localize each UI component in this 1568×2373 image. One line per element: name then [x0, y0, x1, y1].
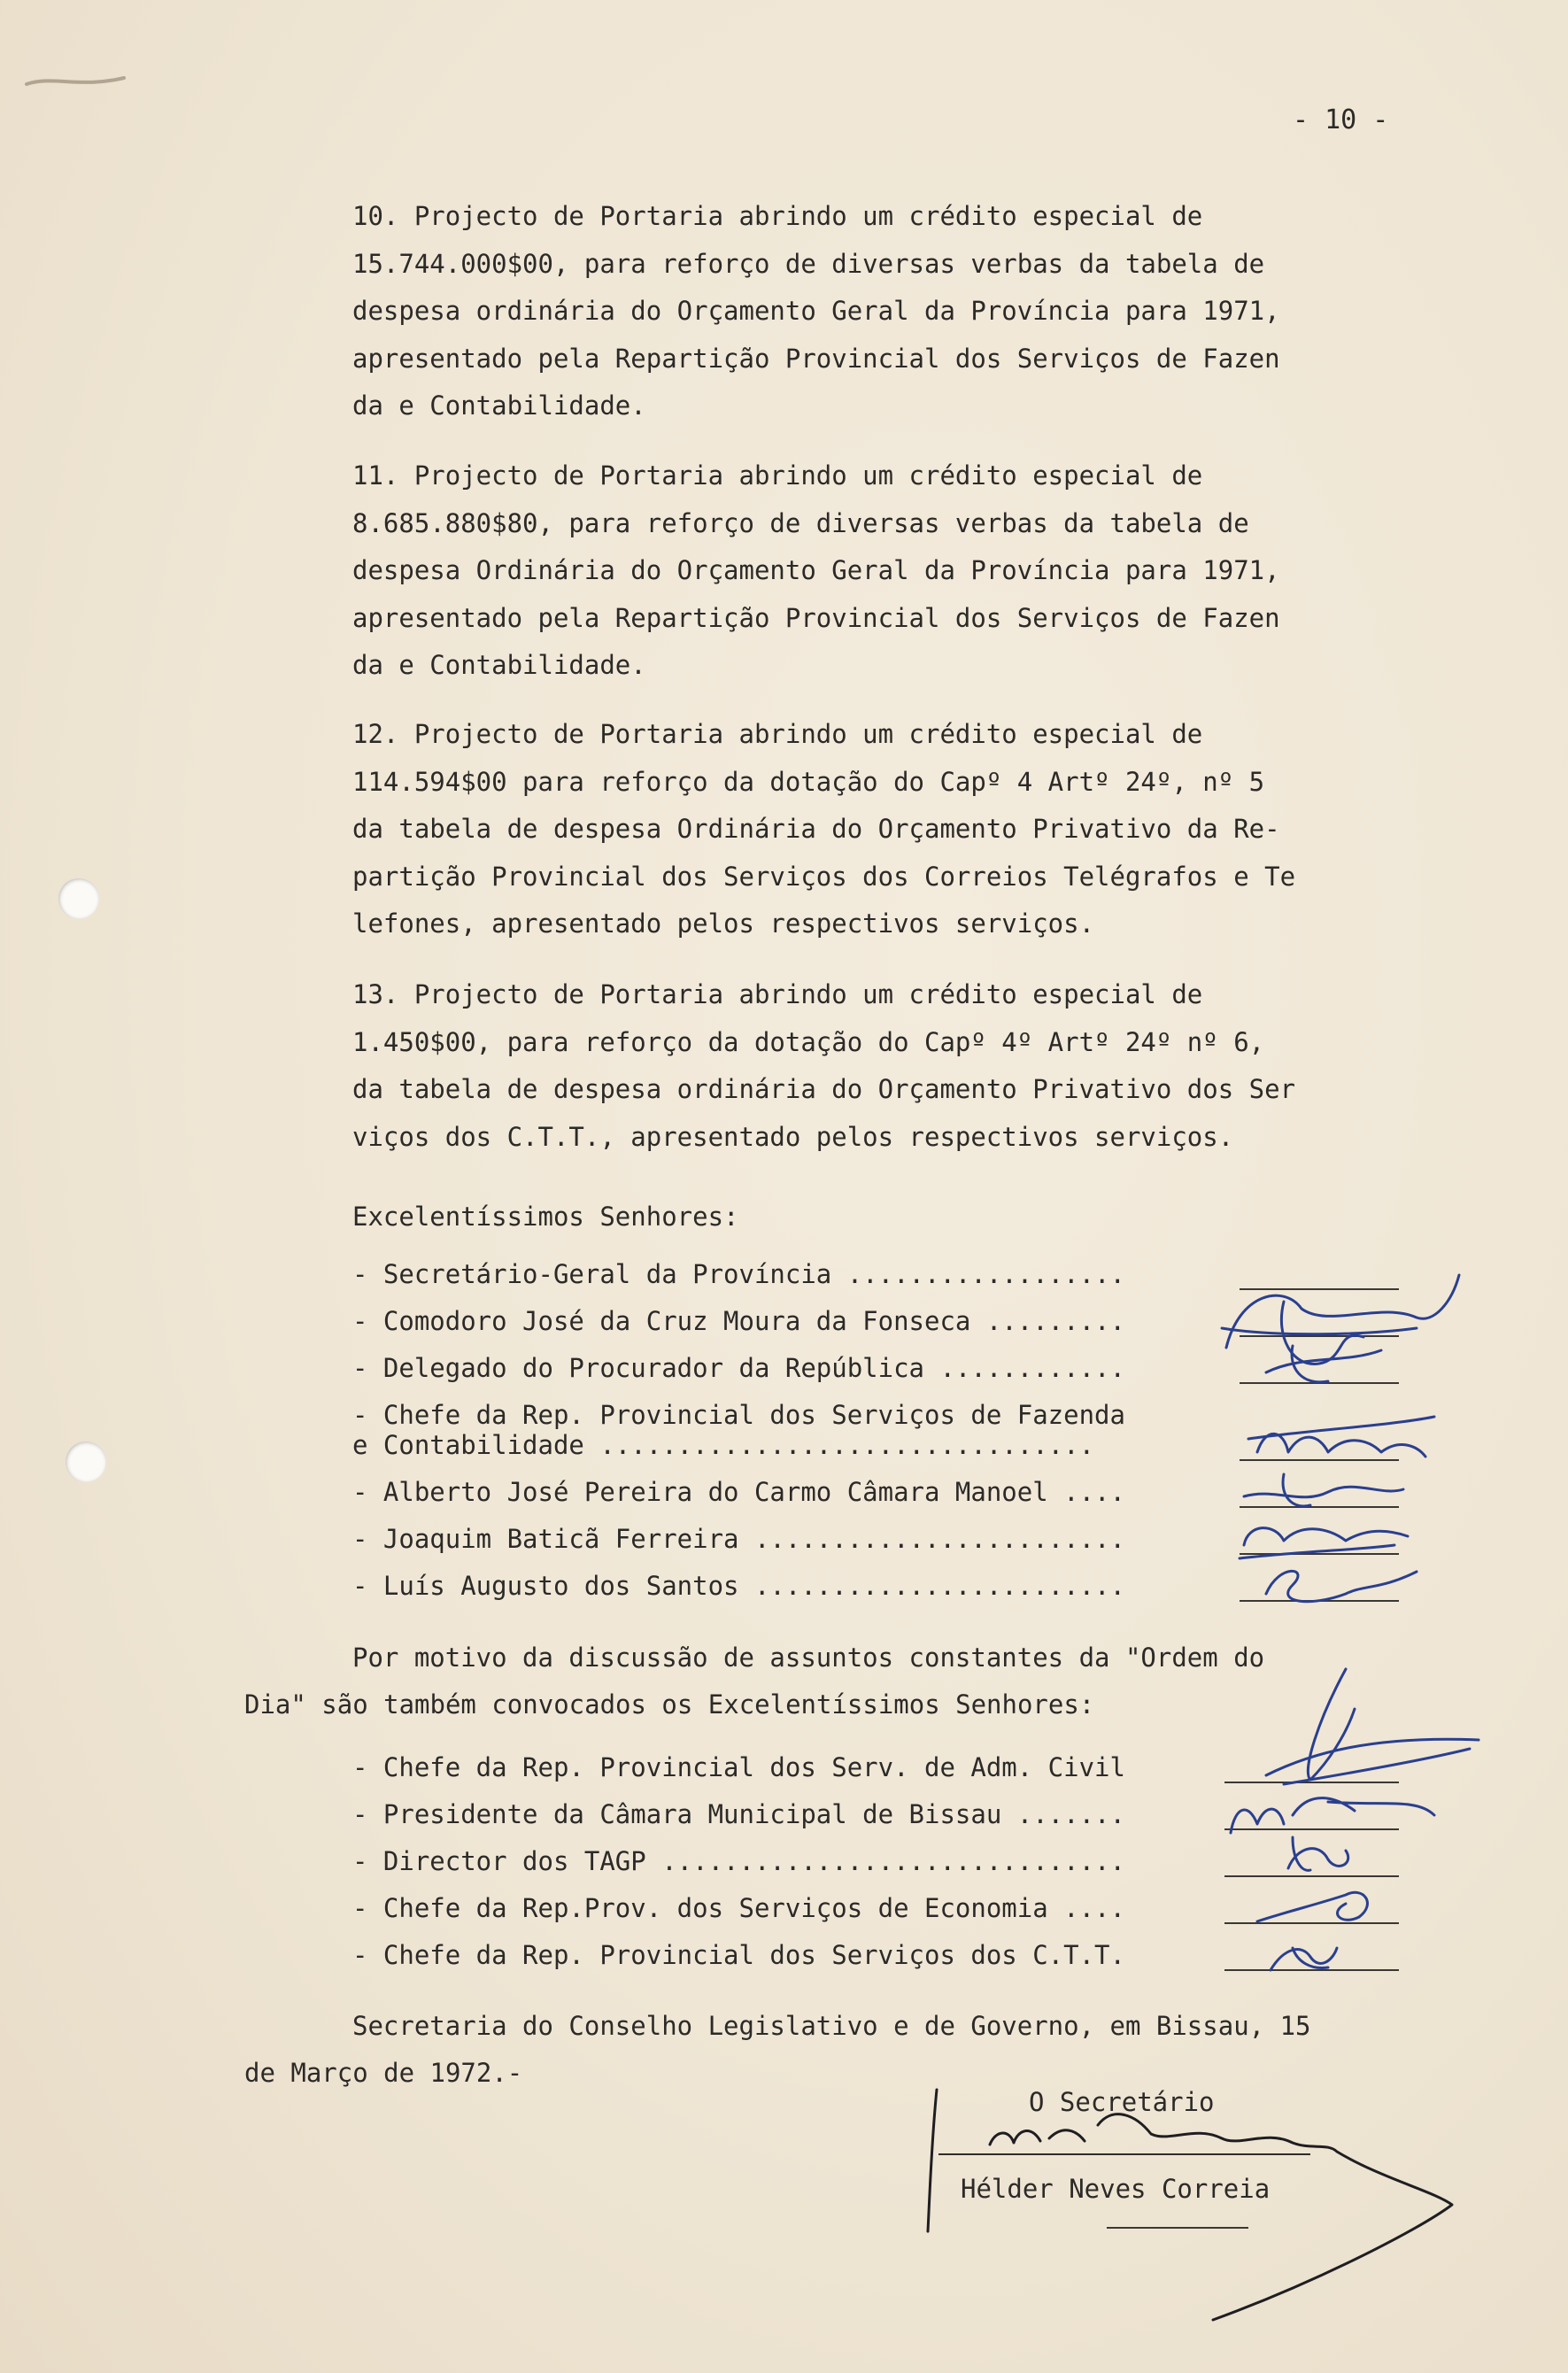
text-line: da e Contabilidade.: [352, 390, 646, 421]
text-line: 8.685.880$80, para reforço de diversas verbas da tabela de: [352, 507, 1249, 538]
text-line: da e Contabilidade.: [352, 650, 646, 680]
agenda-item-12: [352, 711, 1450, 948]
signature-line: [1224, 1922, 1399, 1924]
attendees-title: Excelentíssimos Senhores:: [352, 1202, 739, 1232]
attendee-row: [352, 1521, 1397, 1557]
page-number: - 10 -: [1293, 104, 1389, 135]
signature-line: [1240, 1553, 1399, 1555]
signature-line: [1224, 1969, 1399, 1971]
text-line: 10. Projecto de Portaria abrindo um crédito especial de: [352, 201, 1203, 231]
invitee-label: - Chefe da Rep.Prov. dos Serviços de Economia ....: [352, 1893, 1125, 1923]
signature-line: [1240, 1459, 1399, 1461]
closing-statement: [244, 2003, 1311, 2097]
signature-line: [1224, 1782, 1399, 1783]
invitee-row: [352, 1937, 1397, 1973]
attendee-row: [352, 1474, 1397, 1510]
text-line: partição Provincial dos Serviços dos Correios Telégrafos e Te: [352, 861, 1296, 892]
text-line: Por motivo da discussão de assuntos constantes da "Ordem do: [352, 1643, 1265, 1673]
attendee-row: [352, 1568, 1397, 1604]
agenda-item-13: [352, 971, 1450, 1161]
corner-stain: [27, 78, 124, 84]
text-line: despesa ordinária do Orçamento Geral da Província para 1971,: [352, 296, 1280, 326]
text-line: 114.594$00 para reforço da dotação do Capº 4 Artº 24º, nº 5: [352, 766, 1265, 797]
text-line: apresentado pela Repartição Provincial dos Serviços de Fazen: [352, 602, 1280, 633]
text-line: viços dos C.T.T., apresentado pelos respectivos serviços.: [352, 1121, 1234, 1152]
text-line: 1.450$00, para reforço da dotação do Capº 4º Artº 24º nº 6,: [352, 1026, 1265, 1057]
signature-line: [1224, 1828, 1399, 1830]
attendee-row: [352, 1256, 1397, 1292]
invitee-label: - Presidente da Câmara Municipal de Bissau .......: [352, 1799, 1125, 1829]
invitee-row: [352, 1890, 1397, 1926]
signature-line: [1224, 1875, 1399, 1877]
signature-rule: [938, 2153, 1310, 2155]
attendee-row: [352, 1427, 1397, 1463]
invitee-row: [352, 1844, 1397, 1879]
attendee-label: - Alberto José Pereira do Carmo Câmara Manoel ....: [352, 1477, 1125, 1507]
secretary-title: O Secretário: [1029, 2087, 1215, 2117]
invitee-row: [352, 1797, 1397, 1832]
invitee-row: [352, 1750, 1397, 1785]
text-line: de Março de 1972.-: [244, 2058, 523, 2088]
text-line: apresentado pela Repartição Provincial dos Serviços de Fazen: [352, 343, 1280, 374]
signature-line: [1240, 1288, 1399, 1290]
bracket-line: [928, 2090, 937, 2231]
attendee-label: - Joaquim Baticã Ferreira ........................: [352, 1524, 1125, 1554]
signature-line: [1240, 1335, 1399, 1337]
signature-line: [1240, 1382, 1399, 1384]
invitee-label: - Director dos TAGP ..............................: [352, 1846, 1125, 1876]
text-line: Secretaria do Conselho Legislativo e de Governo, em Bissau, 15: [352, 2011, 1311, 2041]
agenda-item-10: [352, 193, 1450, 430]
text-line: 15.744.000$00, para reforço de diversas verbas da tabela de: [352, 248, 1265, 279]
signature-line: [1240, 1506, 1399, 1508]
text-line: da tabela de despesa ordinária do Orçamento Privativo dos Ser: [352, 1074, 1296, 1104]
attendee-label: - Comodoro José da Cruz Moura da Fonseca .........: [352, 1306, 1125, 1336]
signature-line: [1240, 1600, 1399, 1602]
text-line: da tabela de despesa Ordinária do Orçamento Privativo da Re-: [352, 814, 1280, 844]
punch-hole: [58, 878, 99, 919]
attendee-label: - Luís Augusto dos Santos ........................: [352, 1571, 1125, 1601]
text-line: lefones, apresentado pelos respectivos serviços.: [352, 908, 1095, 939]
attendee-row: [352, 1303, 1397, 1339]
text-line: despesa Ordinária do Orçamento Geral da Província para 1971,: [352, 555, 1280, 585]
punch-hole: [66, 1442, 106, 1482]
attendee-label: e Contabilidade ................................: [352, 1430, 1095, 1460]
text-line: 11. Projecto de Portaria abrindo um crédito especial de: [352, 460, 1203, 491]
agenda-item-11: [352, 452, 1450, 690]
attendee-label: - Delegado do Procurador da República ............: [352, 1353, 1125, 1383]
text-line: 12. Projecto de Portaria abrindo um crédito especial de: [352, 719, 1203, 749]
attendee-label: - Secretário-Geral da Província ..................: [352, 1259, 1125, 1289]
text-line: 13. Projecto de Portaria abrindo um crédito especial de: [352, 979, 1203, 1009]
invitee-label: - Chefe da Rep. Provincial dos Serv. de Adm. Civil: [352, 1752, 1125, 1782]
attendee-row: [352, 1350, 1397, 1386]
attendee-label: - Chefe da Rep. Provincial dos Serviços de Fazenda: [352, 1400, 1125, 1430]
name-underline: [1107, 2227, 1248, 2229]
invitee-label: - Chefe da Rep. Provincial dos Serviços dos C.T.T.: [352, 1940, 1125, 1970]
text-line: Dia" são também convocados os Excelentíssimos Senhores:: [244, 1689, 1095, 1720]
convocation-intro: [244, 1635, 1264, 1728]
signature-correia: [990, 2114, 1452, 2320]
secretary-name: Hélder Neves Correia: [961, 2174, 1271, 2204]
